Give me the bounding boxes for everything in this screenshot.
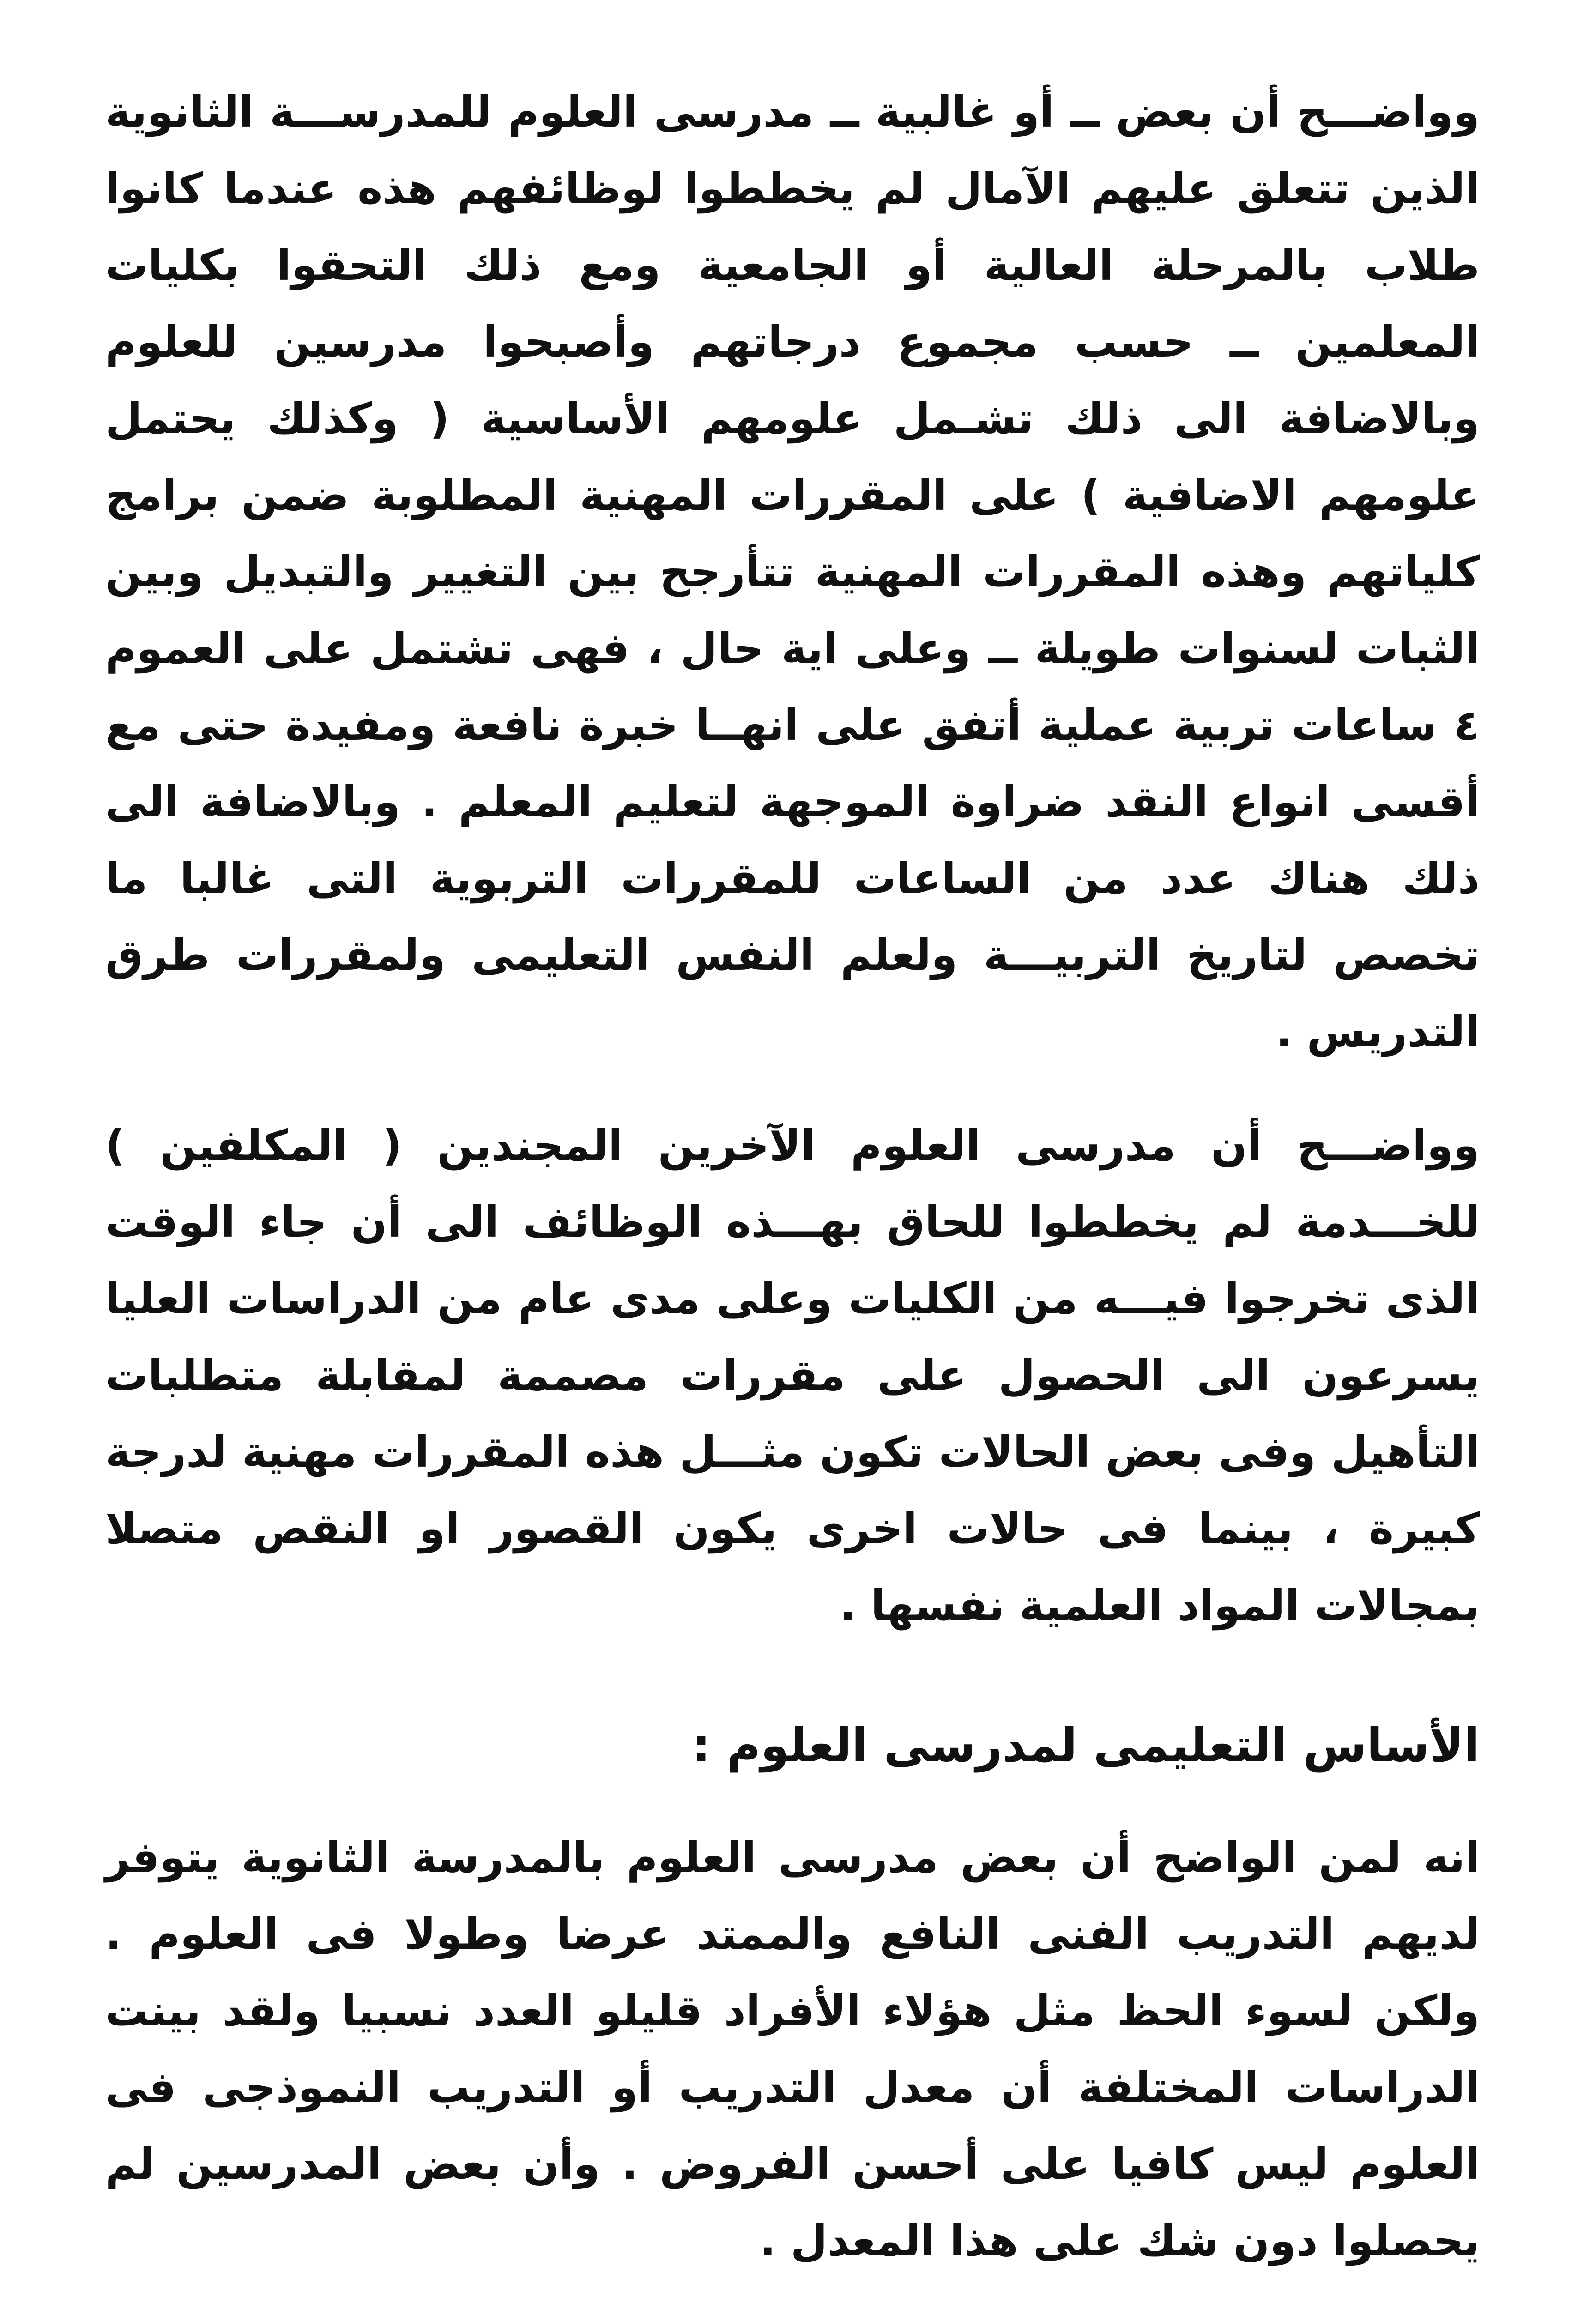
paragraph-1: وواضـــح أن بعض ــ أو غالبية ــ مدرسى العلوم للمدرســـة الثانوية الذين تتعلق عليهم الآمال لم يخططوا لوظائفهم هذه عندما كانوا طلاب بالمرحلة العالية أو الجامعية ومع ذلك التحقوا بكليات المعلمين ــ حسب مجموع درجاتهم وأصبحوا مدرسين للعلوم وبالاضافة الى ذلك تشـمل علومهم الأساسية ( وكذلك يحتمل علومهم الاضافية ) على المقررات المهنية المطلوبة ضمن برامج كلياتهم وهذه المقررات المهنية تتأرجح بين التغيير والتبديل وبين الثبات لسنوات طويلة ــ وعلى اية حال ، فهى تشتمل على العموم ٤ ساعات تربية عملية أتفق على انهــا خبرة نافعة ومفيدة حتى مع أقسى انواع النقد ضراوة الموجهة لتعليم المعلم . وبالاضافة الى ذلك هناك عدد من الساعات للمقررات التربوية التى غالبا ما تخصص لتاريخ التربيـــة ولعلم النفس التعليمى ولمقررات طرق التدريس . bbox=[105, 87, 1480, 1057]
body-text bbox=[105, 74, 1480, 2309]
paragraph-2: وواضـــح أن مدرسى العلوم الآخرين المجندين ( المكلفين ) للخـــدمة لم يخططوا للحاق بهـــذه الوظائف الى أن جاء الوقت الذى تخرجوا فيـــه من الكليات وعلى مدى عام من الدراسات العليا يسرعون الى الحصول على مقررات مصممة لمقابلة متطلبات التأهيل وفى بعض الحالات تكون مثـــل هذه المقررات مهنية لدرجة كبيرة ، بينما فى حالات اخرى يكون القصور او النقص متصلا بمجالات المواد العلمية نفسها . bbox=[105, 1121, 1480, 1630]
paragraph-3: انه لمن الواضح أن بعض مدرسى العلوم بالمدرسة الثانوية يتوفر لديهم التدريب الفنى النافع والممتد عرضا وطولا فى العلوم . ولكن لسوء الحظ مثل هؤلاء الأفراد قليلو العدد نسبيا ولقد بينت الدراسات المختلفة أن معدل التدريب أو التدريب النموذجى فى العلوم ليس كافيا على أحسن الفروض . وأن بعض المدرسين لم يحصلوا دون شك على هذا المعدل . bbox=[105, 1833, 1480, 2266]
section-heading: الأساس التعليمى لمدرسى العلوم : bbox=[692, 1718, 1480, 1772]
